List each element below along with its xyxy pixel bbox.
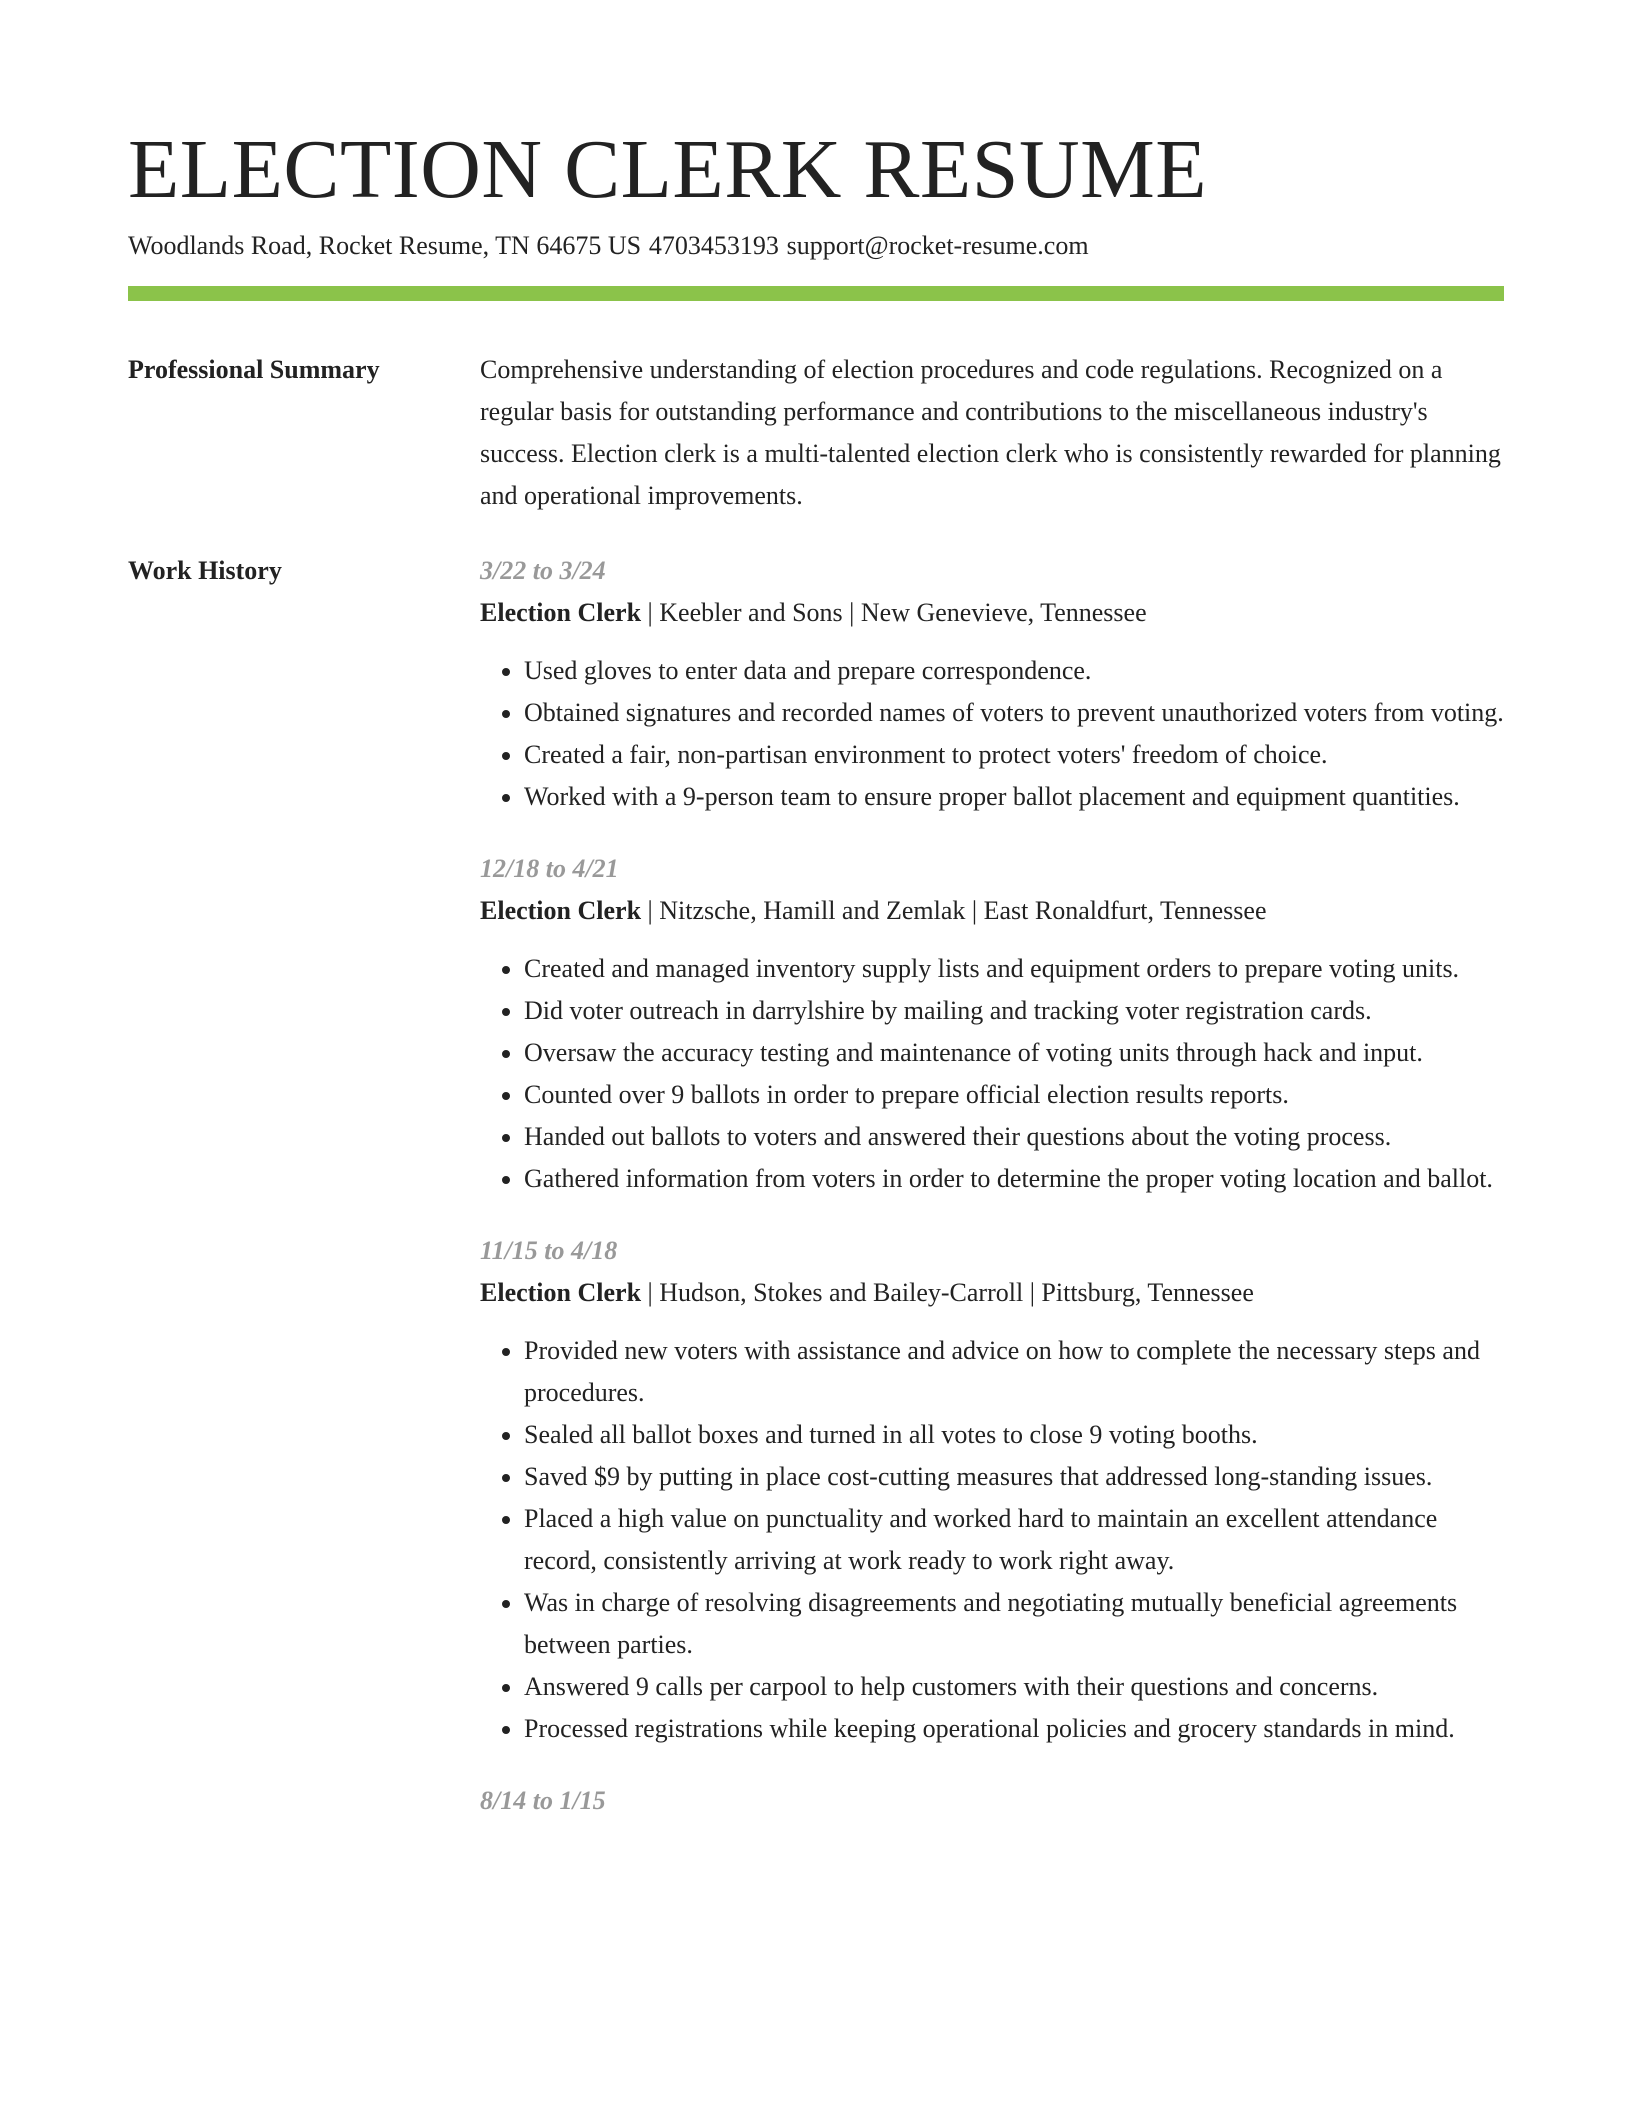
job-duty: • Created a fair, non-partisan environment to protect voters' freedom of choice. xyxy=(524,734,1504,776)
job-heading xyxy=(480,592,1504,634)
job-separator: | xyxy=(1023,1278,1042,1307)
job-duty: • Counted over 9 ballots in order to prepare official election results reports. xyxy=(524,1074,1504,1116)
job-company: Nitzsche, Hamill and Zemlak xyxy=(659,896,966,925)
job-heading xyxy=(480,1272,1504,1314)
job-duty: • Provided new voters with assistance and advice on how to complete the necessary steps and procedures. xyxy=(524,1330,1504,1414)
job-dates: 8/14 to 1/15 xyxy=(480,1786,606,1815)
summary-text: Comprehensive understanding of election procedures and code regulations. Recognized on a regular basis for outstanding performance and contributions to the miscellaneous industry's success. Election clerk is a multi-talented election clerk who is consistently rewarded for planning and operational improvements. xyxy=(480,355,1501,510)
job-duty: • Answered 9 calls per carpool to help customers with their questions and concerns. xyxy=(524,1666,1504,1708)
job-duty: • Sealed all ballot boxes and turned in all votes to close 9 voting booths. xyxy=(524,1414,1504,1456)
job-separator: | xyxy=(842,598,861,627)
summary-body xyxy=(480,349,1504,517)
contact-line xyxy=(128,230,1089,261)
job-location: Pittsburg, Tennessee xyxy=(1041,1278,1254,1307)
job-separator: | xyxy=(641,1278,660,1307)
contact-email: support@rocket-resume.com xyxy=(786,231,1089,260)
job-company: Keebler and Sons xyxy=(659,598,843,627)
job-duty: • Obtained signatures and recorded names of voters to prevent unauthorized voters from voting. xyxy=(524,692,1504,734)
job-dates: 3/22 to 3/24 xyxy=(480,556,606,585)
contact-address: Woodlands Road, Rocket Resume, TN 64675 US xyxy=(128,231,642,260)
resume-title: ELECTION CLERK RESUME xyxy=(128,123,1208,216)
job-duty: • Was in charge of resolving disagreements and negotiating mutually beneficial agreements between parties. xyxy=(524,1582,1504,1666)
job-duty: • Placed a high value on punctuality and worked hard to maintain an excellent attendance record, consistently arriving at work ready to work right away. xyxy=(524,1498,1504,1582)
job-location: East Ronaldfurt, Tennessee xyxy=(983,896,1267,925)
job-separator: | xyxy=(965,896,984,925)
job-title: Election Clerk xyxy=(480,1278,642,1307)
header-divider xyxy=(128,286,1504,301)
job-separator: | xyxy=(641,896,660,925)
job-duty: • Created and managed inventory supply lists and equipment orders to prepare voting units. xyxy=(524,948,1504,990)
job-entry xyxy=(480,848,1504,1200)
job-duties-list xyxy=(480,1330,1504,1750)
job-location: New Genevieve, Tennessee xyxy=(860,598,1147,627)
job-duty: • Did voter outreach in darrylshire by mailing and tracking voter registration cards. xyxy=(524,990,1504,1032)
job-duty: • Oversaw the accuracy testing and maintenance of voting units through hack and input. xyxy=(524,1032,1504,1074)
work-history-label: Work History xyxy=(128,556,282,585)
contact-phone: 4703453193 xyxy=(648,231,779,260)
job-title: Election Clerk xyxy=(480,598,642,627)
job-duty: • Gathered information from voters in order to determine the proper voting location and ballot. xyxy=(524,1158,1504,1200)
work-history-body xyxy=(480,550,1504,1852)
job-dates: 11/15 to 4/18 xyxy=(480,1236,618,1265)
job-duties-list xyxy=(480,948,1504,1200)
job-dates: 12/18 to 4/21 xyxy=(480,854,619,883)
job-duty: • Processed registrations while keeping operational policies and grocery standards in mind. xyxy=(524,1708,1504,1750)
job-entry xyxy=(480,1780,1504,1822)
job-duty: • Saved $9 by putting in place cost-cutting measures that addressed long-standing issues. xyxy=(524,1456,1504,1498)
job-company: Hudson, Stokes and Bailey-Carroll xyxy=(659,1278,1024,1307)
job-duty: • Used gloves to enter data and prepare correspondence. xyxy=(524,650,1504,692)
job-separator: | xyxy=(641,598,660,627)
summary-label: Professional Summary xyxy=(128,355,380,384)
job-duty: • Handed out ballots to voters and answered their questions about the voting process. xyxy=(524,1116,1504,1158)
job-duties-list xyxy=(480,650,1504,818)
job-duty: • Worked with a 9-person team to ensure proper ballot placement and equipment quantities. xyxy=(524,776,1504,818)
job-heading xyxy=(480,890,1504,932)
job-entry xyxy=(480,1230,1504,1750)
job-title: Election Clerk xyxy=(480,896,642,925)
job-entry xyxy=(480,550,1504,818)
